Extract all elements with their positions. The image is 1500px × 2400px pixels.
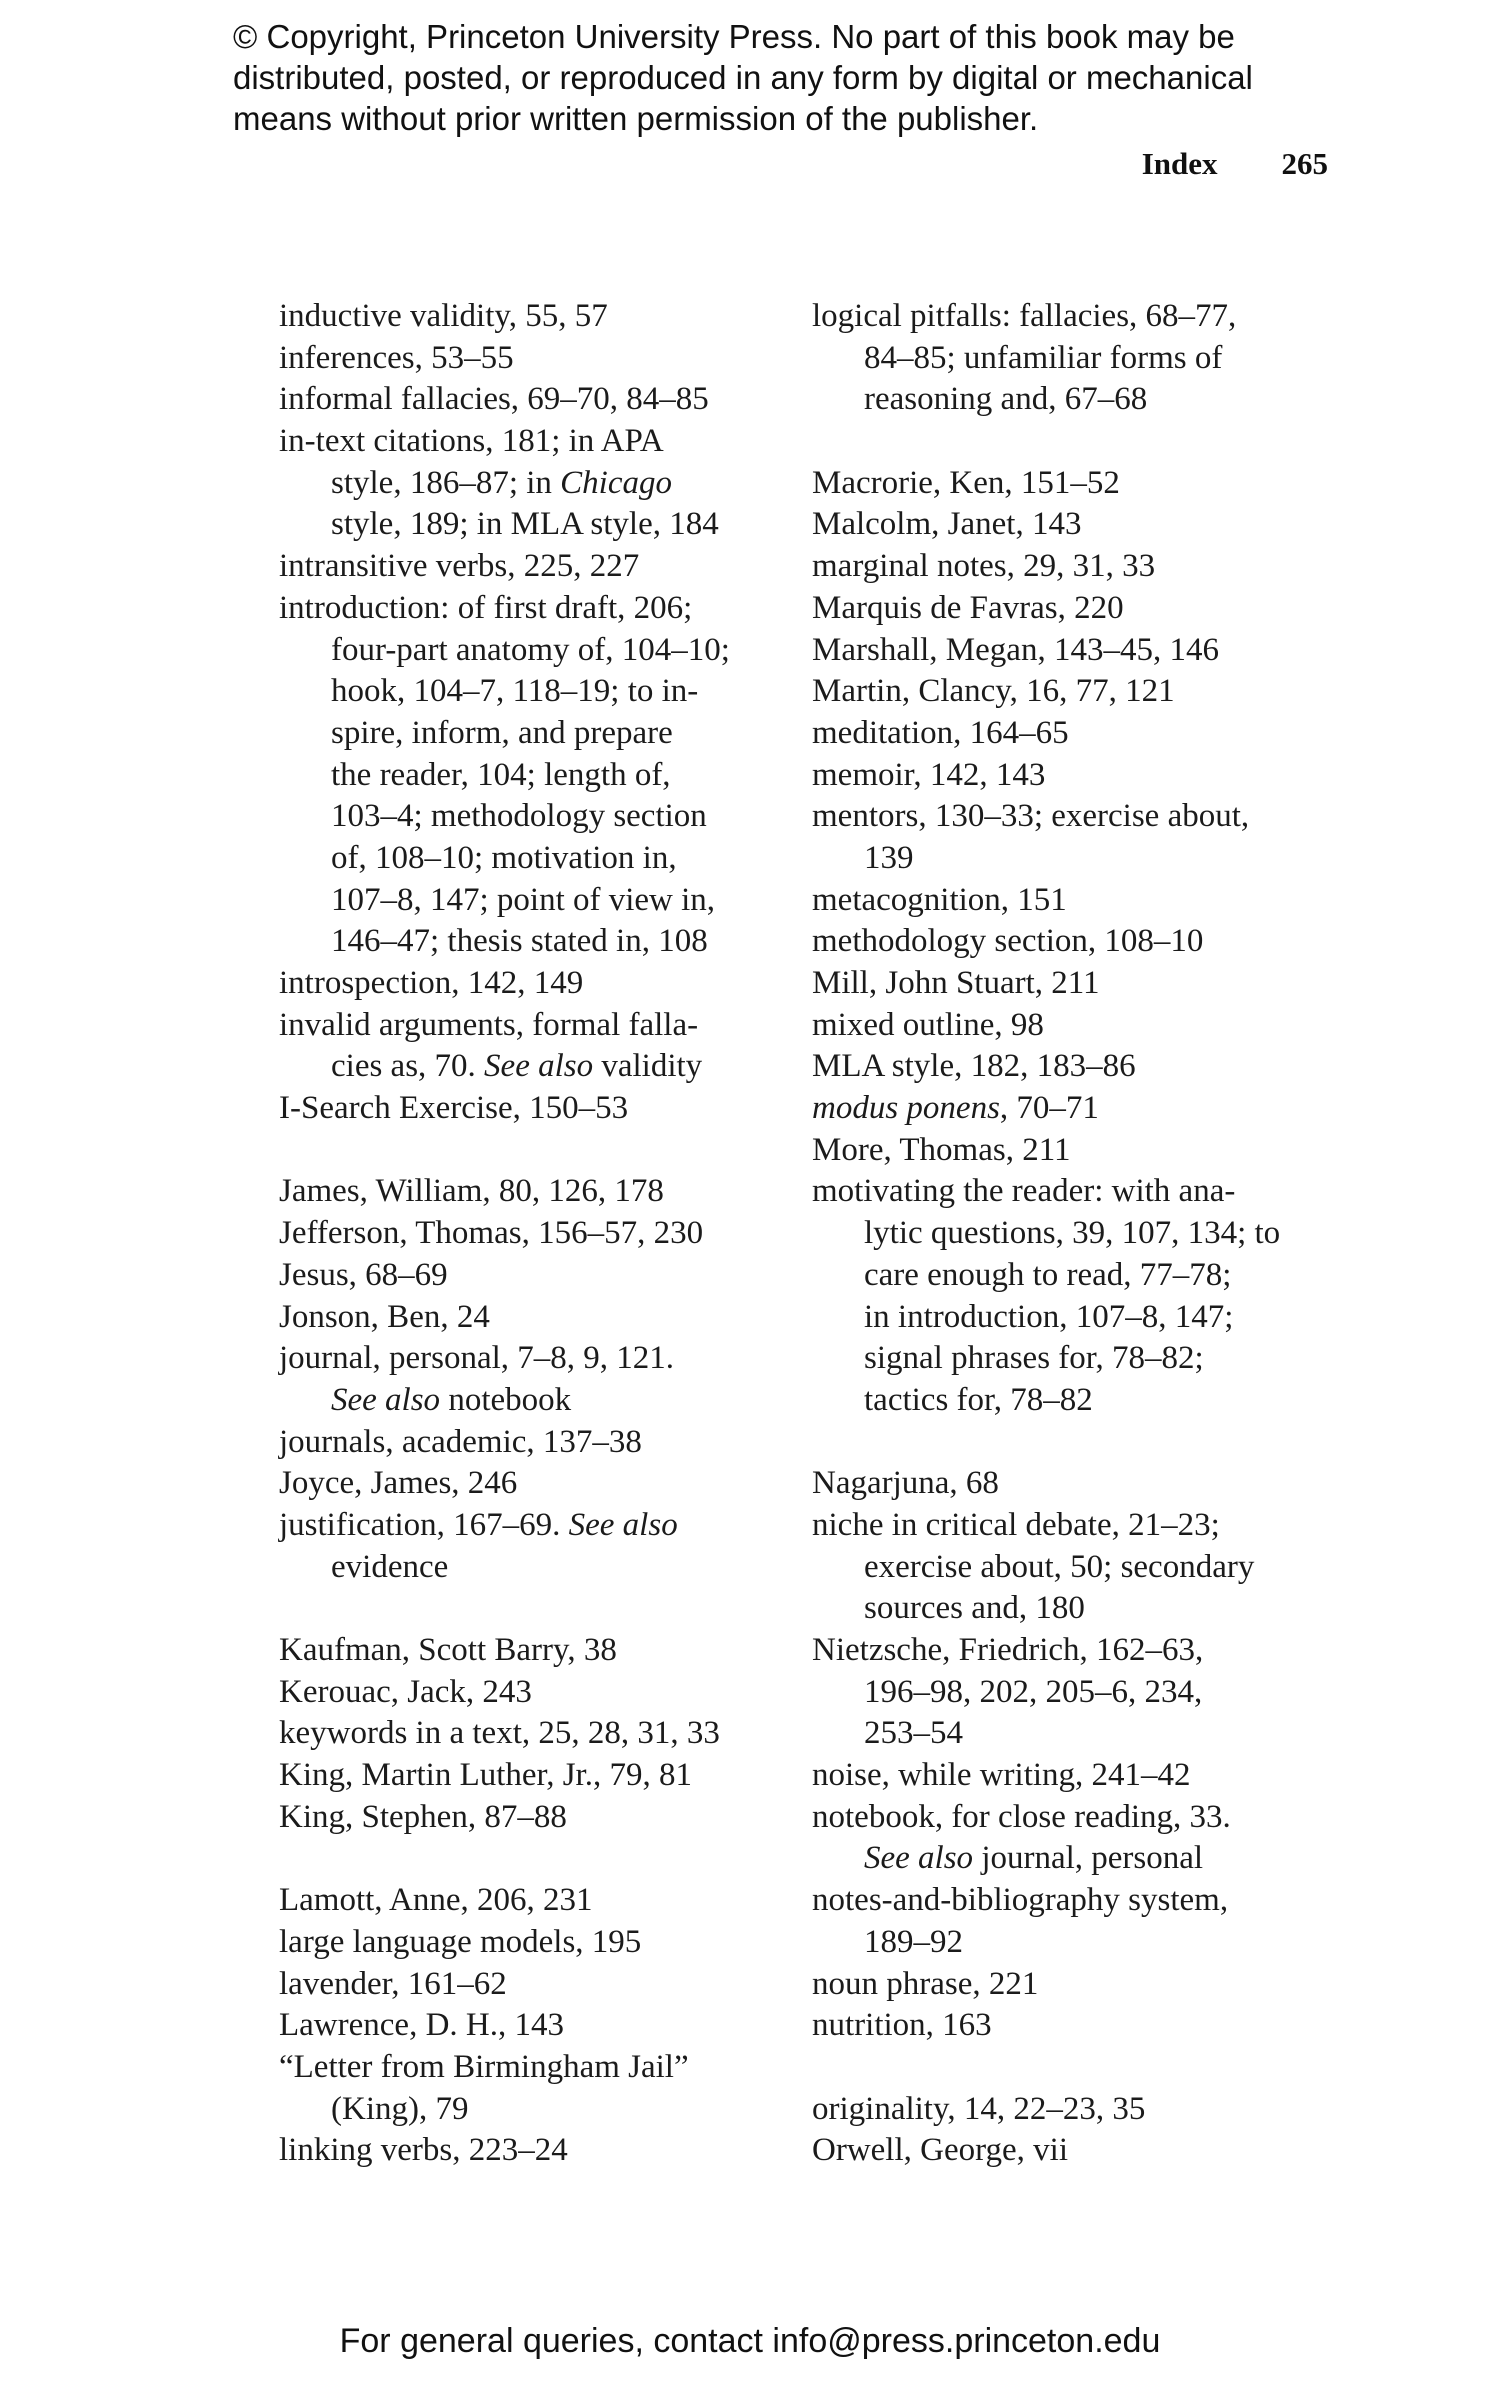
entry-text: 107–8, 147; point of view in, — [331, 881, 716, 918]
index-entry — [279, 1880, 779, 1922]
index-entry-continuation — [279, 1046, 779, 1088]
index-entry-continuation — [279, 1380, 779, 1422]
index-entry — [279, 1088, 779, 1130]
entry-text: style, 189; in MLA style, 184 — [331, 506, 719, 543]
index-column-left — [279, 296, 779, 2172]
section-title: Index — [1141, 146, 1218, 181]
entry-text: 146–47; thesis stated in, 108 — [331, 923, 708, 960]
entry-italic-text: Chicago — [560, 464, 672, 501]
entry-text: exercise about, 50; secondary — [864, 1548, 1255, 1585]
index-entry — [812, 1964, 1352, 2006]
index-entry — [279, 1630, 779, 1672]
index-entry-continuation — [812, 1380, 1352, 1422]
index-entry — [279, 1713, 779, 1755]
entry-italic-text: See also — [331, 1381, 441, 1418]
entry-text: Nietzsche, Friedrich, 162–63, — [812, 1632, 1204, 1668]
entry-text: King, Martin Luther, Jr., 79, 81 — [279, 1757, 692, 1794]
entry-text: Jesus, 68–69 — [279, 1256, 448, 1293]
entry-text: mixed outline, 98 — [812, 1006, 1044, 1043]
index-entry — [279, 1964, 779, 2006]
index-entry — [279, 1005, 779, 1047]
entry-text: I-Search Exercise, 150–53 — [279, 1090, 629, 1127]
index-entry — [279, 1213, 779, 1255]
index-spacer — [812, 1422, 1352, 1464]
entry-text: memoir, 142, 143 — [812, 756, 1046, 793]
entry-text: Joyce, James, 246 — [279, 1465, 518, 1502]
entry-text: (King), 79 — [331, 2090, 469, 2127]
entry-text: cies as, 70. — [331, 1048, 485, 1085]
entry-text: More, Thomas, 211 — [812, 1131, 1071, 1168]
index-entry — [279, 2130, 779, 2172]
page-number: 265 — [1281, 146, 1328, 181]
index-entry — [279, 1338, 779, 1380]
entry-text: Mill, John Stuart, 211 — [812, 965, 1100, 1001]
entry-text: hook, 104–7, 118–19; to in- — [331, 673, 699, 710]
entry-text: informal fallacies, 69–70, 84–85 — [279, 381, 709, 418]
index-entry — [812, 1630, 1352, 1672]
index-entry-continuation — [279, 463, 779, 505]
entry-text: introspection, 142, 149 — [279, 965, 584, 1001]
entry-text: large language models, 195 — [279, 1923, 642, 1960]
index-entry — [812, 2005, 1352, 2047]
index-entry — [279, 546, 779, 588]
entry-text: noun phrase, 221 — [812, 1965, 1039, 2002]
entry-text: signal phrases for, 78–82; — [864, 1340, 1204, 1377]
entry-text: King, Stephen, 87–88 — [279, 1798, 567, 1835]
entry-text: 189–92 — [864, 1923, 963, 1960]
entry-text: inductive validity, 55, 57 — [279, 298, 608, 334]
entry-text: 84–85; unfamiliar forms of — [864, 339, 1223, 376]
entry-text-after: journal, personal — [973, 1840, 1204, 1877]
entry-text: invalid arguments, formal falla- — [279, 1006, 699, 1043]
index-entry — [279, 2047, 779, 2089]
entry-text: care enough to read, 77–78; — [864, 1256, 1232, 1293]
entry-text: four-part anatomy of, 104–10; — [331, 631, 730, 668]
entry-text: Marquis de Favras, 220 — [812, 589, 1124, 626]
entry-text: intransitive verbs, 225, 227 — [279, 548, 640, 585]
index-entry — [812, 630, 1352, 672]
entry-text: methodology section, 108–10 — [812, 923, 1204, 960]
index-entry-continuation — [812, 1838, 1352, 1880]
entry-text: MLA style, 182, 183–86 — [812, 1048, 1136, 1085]
index-entry-continuation — [812, 838, 1352, 880]
index-entry — [279, 963, 779, 1005]
entry-text: in-text citations, 181; in APA — [279, 423, 664, 460]
index-entry-continuation — [812, 1297, 1352, 1339]
entry-text: of, 108–10; motivation in, — [331, 839, 677, 876]
entry-text: journals, academic, 137–38 — [279, 1423, 642, 1460]
index-entry — [279, 2005, 779, 2047]
entry-text: spire, inform, and prepare — [331, 714, 673, 751]
index-entry — [812, 463, 1352, 505]
index-entry — [812, 880, 1352, 922]
index-entry-continuation — [279, 2089, 779, 2131]
index-entry — [812, 671, 1352, 713]
entry-text: metacognition, 151 — [812, 881, 1067, 918]
copyright-line: © Copyright, Princeton University Press. No part of this book may be — [233, 18, 1235, 55]
index-entry — [812, 1046, 1352, 1088]
index-entry — [279, 1672, 779, 1714]
index-entry — [279, 296, 779, 338]
entry-text: motivating the reader: with ana- — [812, 1173, 1236, 1210]
entry-text-after: validity — [593, 1048, 703, 1085]
index-entry-continuation — [812, 338, 1352, 380]
entry-text: James, William, 80, 126, 178 — [279, 1173, 664, 1210]
index-entry — [812, 588, 1352, 630]
copyright-notice — [233, 16, 1353, 139]
entry-text: 196–98, 202, 205–6, 234, — [864, 1673, 1203, 1710]
index-spacer — [812, 2047, 1352, 2089]
entry-text: reasoning and, 67–68 — [864, 381, 1148, 418]
index-entry-continuation — [279, 755, 779, 797]
index-entry — [279, 1422, 779, 1464]
entry-text: the reader, 104; length of, — [331, 756, 671, 793]
entry-text: Kaufman, Scott Barry, 38 — [279, 1632, 617, 1668]
entry-text: Jefferson, Thomas, 156–57, 230 — [279, 1215, 704, 1252]
entry-text: tactics for, 78–82 — [864, 1381, 1093, 1418]
index-entry — [279, 588, 779, 630]
entry-text: logical pitfalls: fallacies, 68–77, — [812, 298, 1237, 334]
entry-text: Macrorie, Ken, 151–52 — [812, 464, 1120, 501]
entry-text: in introduction, 107–8, 147; — [864, 1298, 1234, 1335]
index-entry — [812, 963, 1352, 1005]
index-entry-continuation — [279, 838, 779, 880]
entry-text: sources and, 180 — [864, 1590, 1085, 1627]
index-entry-continuation — [812, 1672, 1352, 1714]
entry-text: niche in critical debate, 21–23; — [812, 1506, 1220, 1543]
index-entry — [812, 546, 1352, 588]
index-entry — [812, 1171, 1352, 1213]
entry-text: noise, while writing, 241–42 — [812, 1757, 1191, 1794]
entry-text: keywords in a text, 25, 28, 31, 33 — [279, 1715, 720, 1752]
entry-italic-text: See also — [484, 1048, 594, 1085]
index-entry — [279, 1755, 779, 1797]
entry-italic-text: modus ponens — [812, 1090, 1000, 1127]
entry-text: meditation, 164–65 — [812, 714, 1069, 751]
index-entry-continuation — [279, 1547, 779, 1589]
entry-text: 253–54 — [864, 1715, 963, 1752]
entry-text: lavender, 161–62 — [279, 1965, 507, 2002]
index-entry — [812, 2130, 1352, 2172]
entry-text: originality, 14, 22–23, 35 — [812, 2090, 1146, 2127]
index-entry — [812, 755, 1352, 797]
entry-text: Marshall, Megan, 143–45, 146 — [812, 631, 1219, 668]
index-column-right — [812, 296, 1352, 2172]
index-entry — [812, 1505, 1352, 1547]
index-entry-continuation — [279, 796, 779, 838]
entry-italic-text: See also — [864, 1840, 974, 1877]
index-entry — [812, 1797, 1352, 1839]
index-entry-continuation — [279, 713, 779, 755]
footer-contact: For general queries, contact info@press.princeton.edu — [339, 2322, 1161, 2360]
index-entry — [812, 921, 1352, 963]
index-entry — [279, 1171, 779, 1213]
index-entry — [812, 504, 1352, 546]
index-entry — [812, 1880, 1352, 1922]
index-spacer — [279, 1588, 779, 1630]
index-spacer — [812, 421, 1352, 463]
entry-text: Martin, Clancy, 16, 77, 121 — [812, 673, 1175, 710]
index-entry — [812, 1463, 1352, 1505]
index-entry-continuation — [279, 630, 779, 672]
index-entry-continuation — [812, 1255, 1352, 1297]
index-entry — [279, 1297, 779, 1339]
copyright-line: distributed, posted, or reproduced in any form by digital or mechanical — [233, 59, 1253, 96]
entry-text: Lamott, Anne, 206, 231 — [279, 1882, 593, 1919]
index-entry — [812, 1130, 1352, 1172]
index-entry — [279, 421, 779, 463]
index-entry-continuation — [812, 379, 1352, 421]
index-entry-continuation — [279, 671, 779, 713]
entry-text: Lawrence, D. H., 143 — [279, 2007, 564, 2044]
index-entry-continuation — [812, 1338, 1352, 1380]
entry-text: Jonson, Ben, 24 — [279, 1298, 490, 1335]
entry-text: evidence — [331, 1548, 449, 1585]
copyright-line: means without prior written permission of the publisher. — [233, 100, 1039, 137]
entry-text-after: notebook — [440, 1381, 572, 1418]
entry-text: Malcolm, Janet, 143 — [812, 506, 1082, 543]
entry-italic-text: See also — [568, 1506, 678, 1543]
index-entry — [812, 296, 1352, 338]
entry-text: justification, 167–69. — [279, 1506, 569, 1543]
entry-text: Nagarjuna, 68 — [812, 1465, 999, 1502]
index-entry — [279, 1463, 779, 1505]
index-entry — [279, 1797, 779, 1839]
index-entry — [812, 1088, 1352, 1130]
index-entry — [812, 1755, 1352, 1797]
index-entry-continuation — [279, 504, 779, 546]
entry-text: inferences, 53–55 — [279, 339, 514, 376]
entry-text: “Letter from Birmingham Jail” — [279, 2048, 689, 2085]
entry-text: lytic questions, 39, 107, 134; to — [864, 1215, 1281, 1252]
index-entry — [812, 2089, 1352, 2131]
index-entry-continuation — [812, 1213, 1352, 1255]
entry-text: Kerouac, Jack, 243 — [279, 1673, 532, 1710]
index-entry — [279, 1505, 779, 1547]
index-entry-continuation — [812, 1713, 1352, 1755]
index-entry — [279, 379, 779, 421]
entry-text: mentors, 130–33; exercise about, — [812, 798, 1250, 835]
index-entry — [812, 713, 1352, 755]
entry-text: 139 — [864, 839, 914, 876]
index-entry — [279, 1255, 779, 1297]
entry-text-after: , 70–71 — [999, 1090, 1099, 1127]
entry-text: marginal notes, 29, 31, 33 — [812, 548, 1156, 585]
entry-text: 103–4; methodology section — [331, 798, 707, 835]
index-entry — [812, 796, 1352, 838]
index-entry-continuation — [812, 1547, 1352, 1589]
index-entry-continuation — [812, 1588, 1352, 1630]
entry-text: style, 186–87; in — [331, 464, 561, 501]
index-spacer — [279, 1838, 779, 1880]
index-entry — [279, 1922, 779, 1964]
index-entry — [812, 1005, 1352, 1047]
entry-text: nutrition, 163 — [812, 2007, 992, 2044]
entry-text: introduction: of first draft, 206; — [279, 589, 693, 626]
index-entry-continuation — [279, 880, 779, 922]
running-head — [1142, 146, 1328, 182]
index-entry-continuation — [279, 921, 779, 963]
entry-text: linking verbs, 223–24 — [279, 2132, 568, 2169]
entry-text: notebook, for close reading, 33. — [812, 1798, 1231, 1835]
index-spacer — [279, 1130, 779, 1172]
entry-text: Orwell, George, vii — [812, 2132, 1068, 2169]
entry-text: notes-and-bibliography system, — [812, 1882, 1229, 1919]
entry-text: journal, personal, 7–8, 9, 121. — [279, 1340, 675, 1377]
index-entry — [279, 338, 779, 380]
index-entry-continuation — [812, 1922, 1352, 1964]
